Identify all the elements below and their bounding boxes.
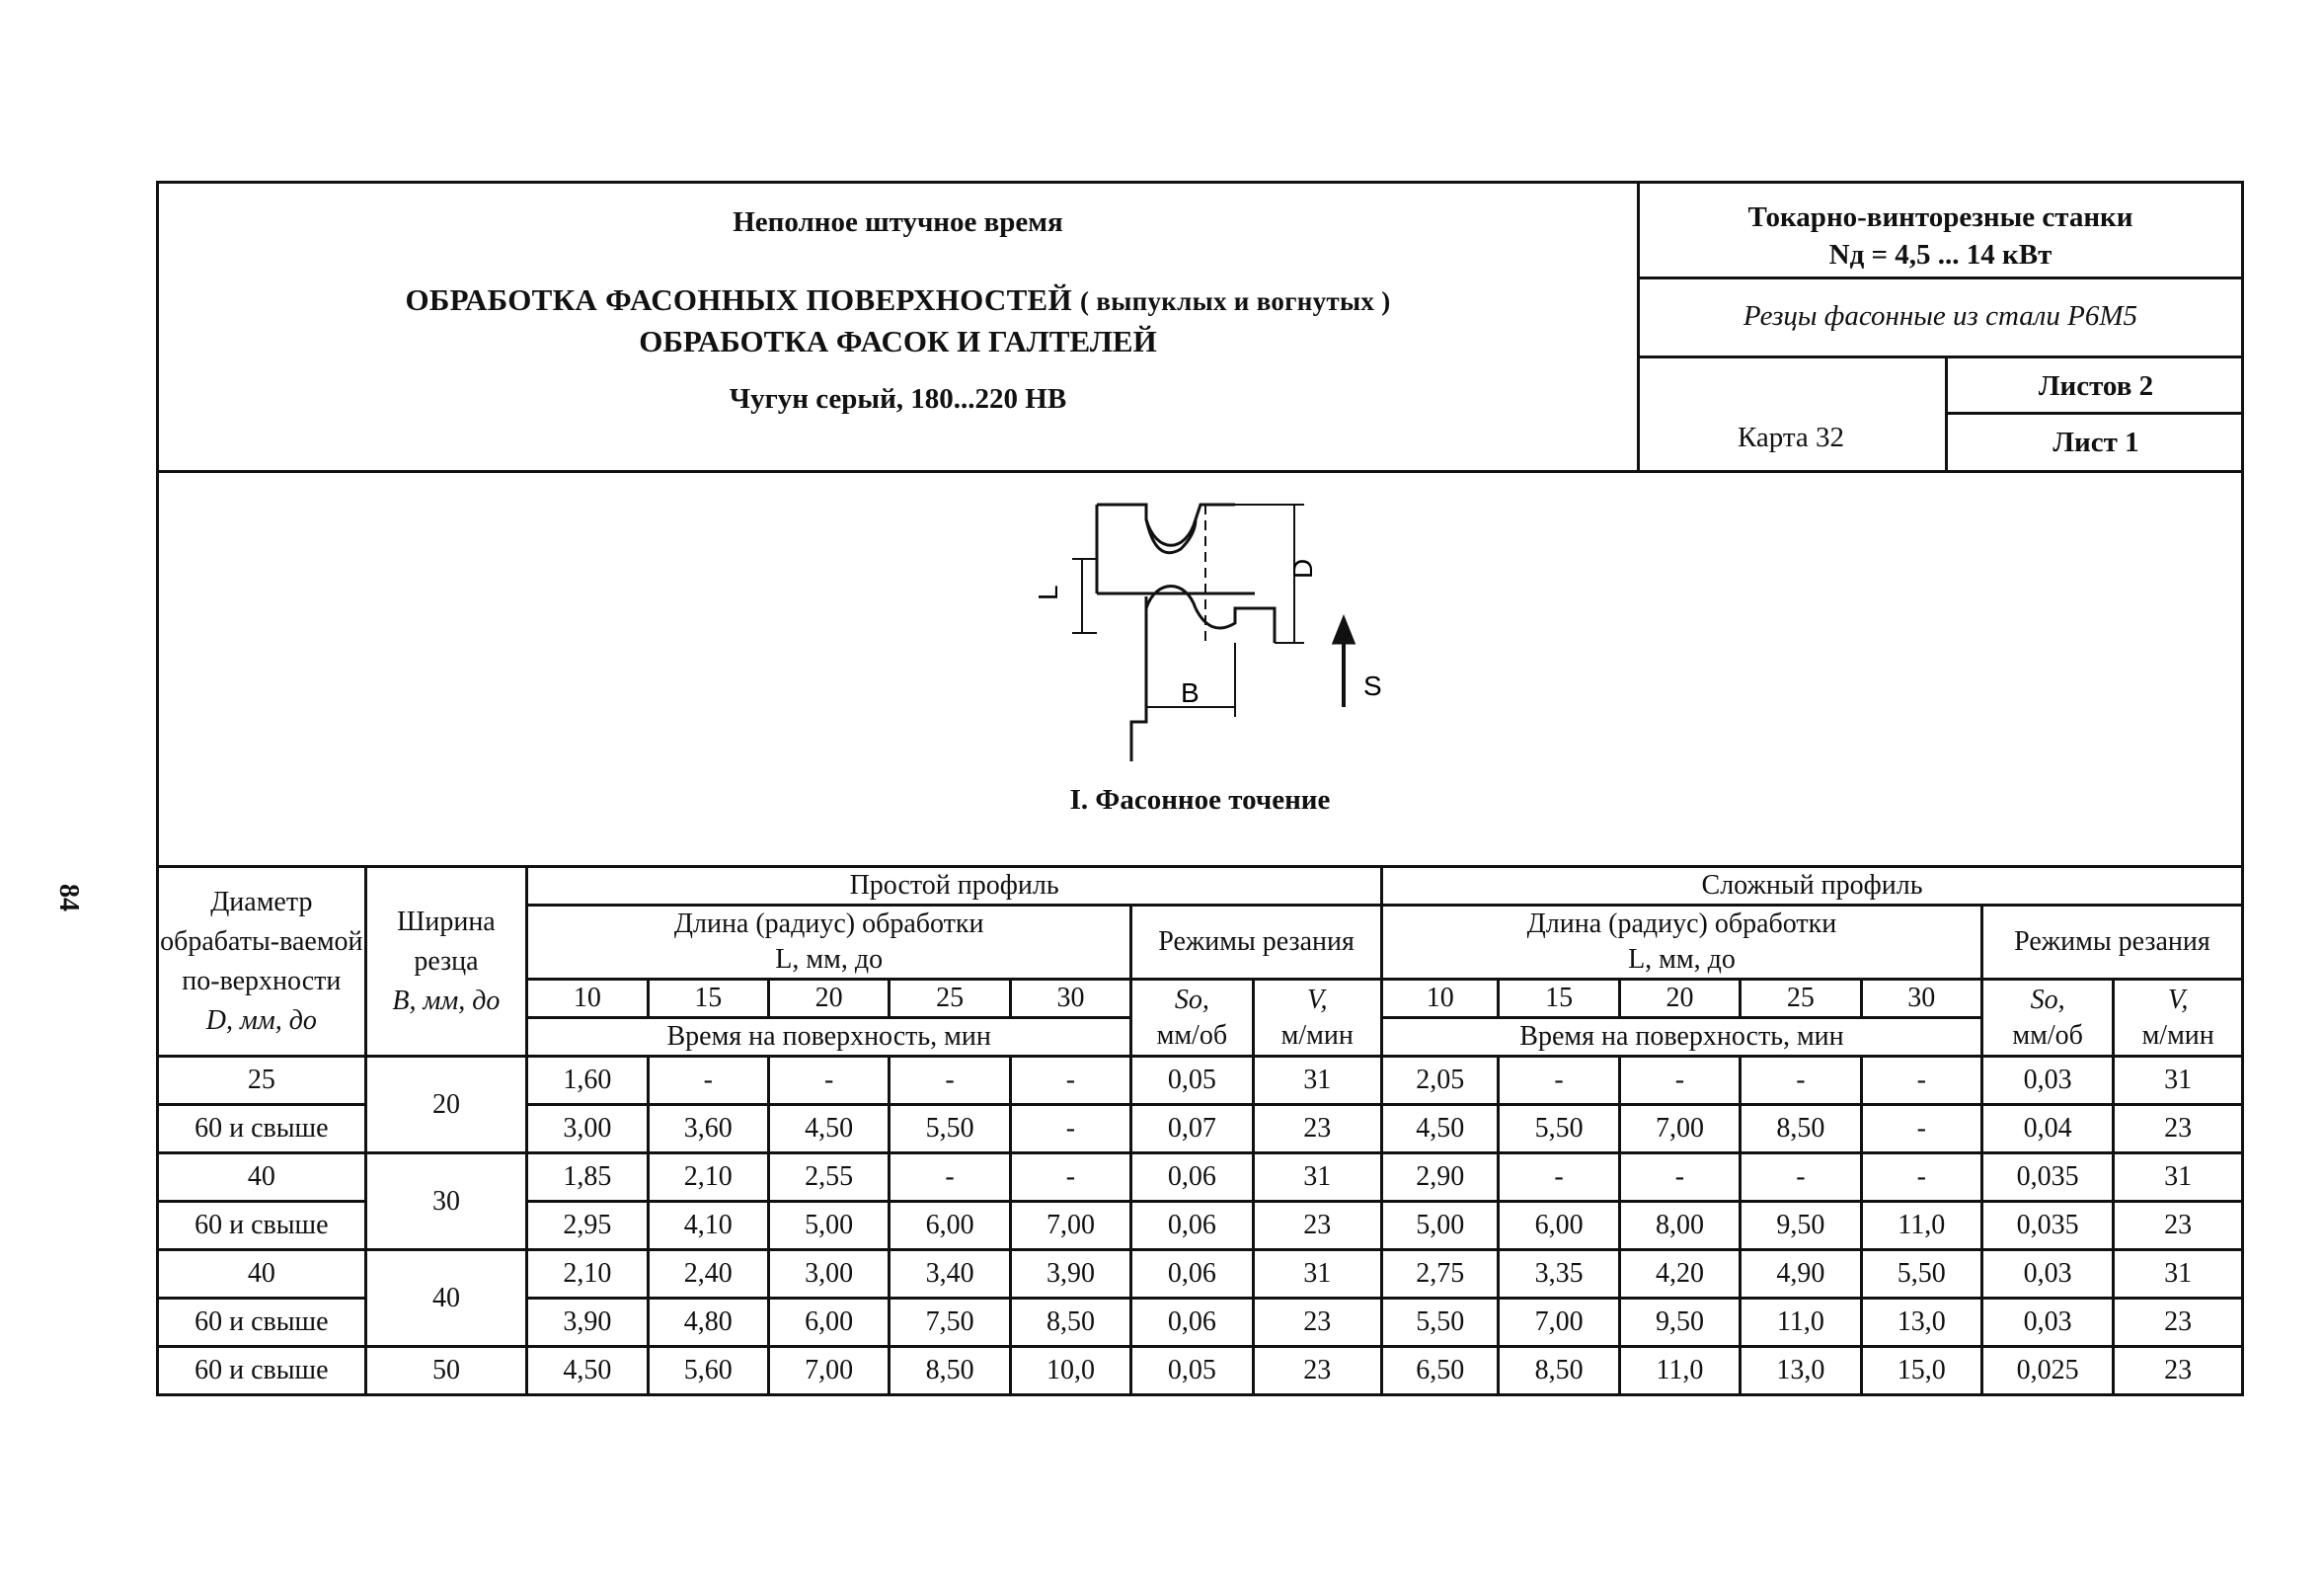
label-D: D [1287,558,1318,579]
simple-time-cell: 2,10 [648,1153,768,1202]
complex-time-cell: 9,50 [1741,1202,1861,1250]
diameter-cell: 25 [158,1057,366,1105]
complex-time-cell: - [1741,1153,1861,1202]
figure-area [156,470,2244,865]
complex-v-label: V, [2167,984,2189,1015]
label-S: S [1363,671,1382,701]
complex-time-cell: 5,00 [1382,1202,1499,1250]
complex-time-cell: 4,20 [1619,1250,1740,1299]
complex-time-cell: 3,35 [1499,1250,1619,1299]
title-block-right [1637,184,2244,470]
complex-v-cell: 23 [2114,1347,2243,1395]
complex-time-cell: - [1861,1105,1981,1153]
complex-time-cell: 6,50 [1382,1347,1499,1395]
simple-len-25: 25 [890,980,1010,1018]
complex-time-cell: 15,0 [1861,1347,1981,1395]
page-number: 84 [53,884,84,911]
simple-time-cell: 4,10 [648,1202,768,1250]
complex-so-label: Sо, [2030,984,2065,1015]
card-cell [1637,358,1948,470]
col-diameter-unit: D, мм, до [205,1004,317,1036]
complex-v-unit: м/мин [2141,1019,2214,1051]
complex-so-unit: мм/об [2012,1019,2083,1051]
simple-length-header [527,906,1131,980]
complex-so-header [1981,980,2113,1057]
simple-len-20: 20 [768,980,889,1018]
complex-time-cell: 6,00 [1499,1202,1619,1250]
simple-time-cell: 2,95 [527,1202,648,1250]
simple-time-cell: 3,60 [648,1105,768,1153]
complex-time-cell: 4,90 [1741,1250,1861,1299]
complex-so-cell: 0,03 [1981,1250,2113,1299]
diameter-cell: 60 и свыше [158,1202,366,1250]
title-block [156,181,2244,473]
simple-time-cell: 5,00 [768,1202,889,1250]
complex-time-cell: 13,0 [1741,1347,1861,1395]
col-width-unit: B, мм, до [392,985,501,1016]
simple-so-cell: 0,06 [1131,1250,1253,1299]
complex-time-cell: - [1499,1057,1619,1105]
simple-so-cell: 0,07 [1131,1105,1253,1153]
complex-modes-header: Режимы резания [1981,906,2242,980]
simple-time-cell: 3,00 [527,1105,648,1153]
label-B: B [1181,677,1200,708]
title-line-2: ОБРАБОТКА ФАСОК И ГАЛТЕЛЕЙ [639,324,1157,358]
complex-time-cell: 7,00 [1619,1105,1740,1153]
width-cell: 20 [365,1057,527,1153]
sheet-current-cell: Лист 1 [2053,427,2139,458]
simple-v-header [1253,980,1381,1057]
table-row [158,1347,2243,1395]
simple-v-cell: 23 [1253,1105,1381,1153]
table-body [158,1057,2243,1395]
simple-time-cell: 4,80 [648,1299,768,1347]
simple-time-cell: - [890,1057,1010,1105]
complex-len-30: 30 [1861,980,1981,1018]
complex-len-20: 20 [1619,980,1740,1018]
complex-time-cell: 9,50 [1619,1299,1740,1347]
complex-v-header [2114,980,2243,1057]
complex-time-cell: 2,90 [1382,1153,1499,1202]
simple-len-10: 10 [527,980,648,1018]
simple-len-15: 15 [648,980,768,1018]
width-cell: 30 [365,1153,527,1250]
complex-v-cell: 31 [2114,1057,2243,1105]
simple-modes-header: Режимы резания [1131,906,1382,980]
complex-time-cell: 8,00 [1619,1202,1740,1250]
simple-time-cell: 6,00 [890,1202,1010,1250]
title-line-1 [159,282,1637,318]
complex-length-line1: Длина (радиус) обработки [1526,908,1837,939]
table-row [158,1057,2243,1105]
simple-time-cell: 8,50 [890,1347,1010,1395]
complex-time-cell: - [1499,1153,1619,1202]
group-simple-header: Простой профиль [527,867,1382,906]
table-row [158,1153,2243,1202]
simple-time-cell: - [1010,1057,1130,1105]
complex-time-cell: 5,50 [1499,1105,1619,1153]
simple-so-cell: 0,06 [1131,1299,1253,1347]
diameter-cell: 60 и свыше [158,1347,366,1395]
subtitle-top: Неполное штучное время [733,206,1063,238]
simple-len-30: 30 [1010,980,1130,1018]
complex-v-cell: 23 [2114,1105,2243,1153]
machine-cell [1637,184,2244,279]
simple-v-cell: 31 [1253,1250,1381,1299]
simple-time-cell: 3,40 [890,1250,1010,1299]
complex-so-cell: 0,025 [1981,1347,2113,1395]
figure-caption: I. Фасонное точение [1069,784,1331,816]
complex-time-cell: 7,00 [1499,1299,1619,1347]
complex-len-15: 15 [1499,980,1619,1018]
simple-time-cell: - [890,1153,1010,1202]
complex-time-cell: 8,50 [1741,1105,1861,1153]
simple-v-unit: м/мин [1280,1019,1354,1051]
width-cell: 50 [365,1347,527,1395]
simple-v-cell: 23 [1253,1347,1381,1395]
simple-time-cell: - [768,1057,889,1105]
simple-time-cell: 7,00 [768,1347,889,1395]
diameter-cell: 40 [158,1250,366,1299]
complex-time-cell: 5,50 [1382,1299,1499,1347]
complex-time-cell: 2,05 [1382,1057,1499,1105]
simple-time-cell: 10,0 [1010,1347,1130,1395]
width-cell: 40 [365,1250,527,1347]
simple-time-cell: - [648,1057,768,1105]
time-norms-table [156,865,2244,1396]
simple-v-cell: 31 [1253,1153,1381,1202]
complex-time-cell: 2,75 [1382,1250,1499,1299]
simple-time-cell: 7,50 [890,1299,1010,1347]
simple-length-line2: L, мм, до [775,944,884,975]
complex-so-cell: 0,035 [1981,1202,2113,1250]
simple-v-label: V, [1307,984,1328,1015]
simple-time-cell: 3,90 [527,1299,648,1347]
simple-time-cell: 1,60 [527,1057,648,1105]
label-L: L [1033,585,1063,600]
simple-time-cell: 2,55 [768,1153,889,1202]
simple-time-cell: 5,50 [890,1105,1010,1153]
complex-time-header: Время на поверхность, мин [1382,1018,1982,1057]
complex-time-cell: 11,0 [1619,1347,1740,1395]
document-sheet [156,181,2244,1435]
simple-time-cell: 3,90 [1010,1250,1130,1299]
complex-so-cell: 0,04 [1981,1105,2113,1153]
simple-v-cell: 31 [1253,1057,1381,1105]
complex-time-cell: - [1619,1057,1740,1105]
simple-time-cell: 5,60 [648,1347,768,1395]
simple-time-cell: 2,10 [527,1250,648,1299]
simple-v-cell: 23 [1253,1299,1381,1347]
simple-time-cell: 2,40 [648,1250,768,1299]
simple-so-cell: 0,05 [1131,1057,1253,1105]
sheets-total-cell: Листов 2 [1948,358,2244,415]
title-block-left [159,184,1640,470]
simple-length-line1: Длина (радиус) обработки [673,908,984,939]
machine-line-1: Токарно-винторезные станки [1747,201,2133,233]
col-width-label: Ширина резца [397,906,496,977]
group-complex-header: Сложный профиль [1382,867,2243,906]
material-line: Чугун серый, 180...220 HB [729,383,1067,415]
col-diameter-label: Диаметр обрабаты-ваемой по-верхности [160,886,363,996]
diameter-cell: 40 [158,1153,366,1202]
complex-v-cell: 23 [2114,1299,2243,1347]
simple-so-cell: 0,06 [1131,1153,1253,1202]
simple-time-cell: 4,50 [527,1347,648,1395]
complex-len-25: 25 [1741,980,1861,1018]
complex-time-cell: - [1861,1153,1981,1202]
simple-so-cell: 0,06 [1131,1202,1253,1250]
simple-time-cell: 7,00 [1010,1202,1130,1250]
simple-time-cell: - [1010,1105,1130,1153]
tool-cell: Резцы фасонные из стали Р6М5 [1637,279,2244,358]
complex-length-line2: L, мм, до [1628,944,1736,975]
simple-time-cell: - [1010,1153,1130,1202]
simple-time-header: Время на поверхность, мин [527,1018,1131,1057]
col-width-header [365,867,527,1057]
title-line-1-main: ОБРАБОТКА ФАСОННЫХ ПОВЕРХНОСТЕЙ [405,282,1072,317]
complex-time-cell: 5,50 [1861,1250,1981,1299]
simple-time-cell: 8,50 [1010,1299,1130,1347]
complex-v-cell: 31 [2114,1250,2243,1299]
diameter-cell: 60 и свыше [158,1105,366,1153]
machine-line-2: Nд = 4,5 ... 14 кВт [1828,239,2053,271]
table-row [158,1250,2243,1299]
complex-time-cell: 11,0 [1861,1202,1981,1250]
simple-v-cell: 23 [1253,1202,1381,1250]
complex-so-cell: 0,035 [1981,1153,2113,1202]
simple-time-cell: 1,85 [527,1153,648,1202]
simple-so-unit: мм/об [1156,1019,1228,1051]
complex-v-cell: 23 [2114,1202,2243,1250]
col-diameter-header [158,867,366,1057]
complex-time-cell: - [1861,1057,1981,1105]
simple-time-cell: 6,00 [768,1299,889,1347]
simple-time-cell: 3,00 [768,1250,889,1299]
simple-so-header [1131,980,1253,1057]
complex-len-10: 10 [1382,980,1499,1018]
simple-time-cell: 4,50 [768,1105,889,1153]
complex-length-header [1382,906,1982,980]
complex-time-cell: 13,0 [1861,1299,1981,1347]
complex-time-cell: 4,50 [1382,1105,1499,1153]
complex-time-cell: - [1619,1153,1740,1202]
title-line-1-paren: ( выпуклых и вогнутых ) [1080,286,1391,316]
diameter-cell: 60 и свыше [158,1299,366,1347]
complex-time-cell: 11,0 [1741,1299,1861,1347]
simple-so-label: Sо, [1174,984,1209,1015]
complex-time-cell: - [1741,1057,1861,1105]
shaped-turning-diagram [998,480,1413,776]
card-number: Карта 32 [1737,422,1845,453]
complex-time-cell: 8,50 [1499,1347,1619,1395]
complex-v-cell: 31 [2114,1153,2243,1202]
complex-so-cell: 0,03 [1981,1299,2113,1347]
simple-so-cell: 0,05 [1131,1347,1253,1395]
complex-so-cell: 0,03 [1981,1057,2113,1105]
